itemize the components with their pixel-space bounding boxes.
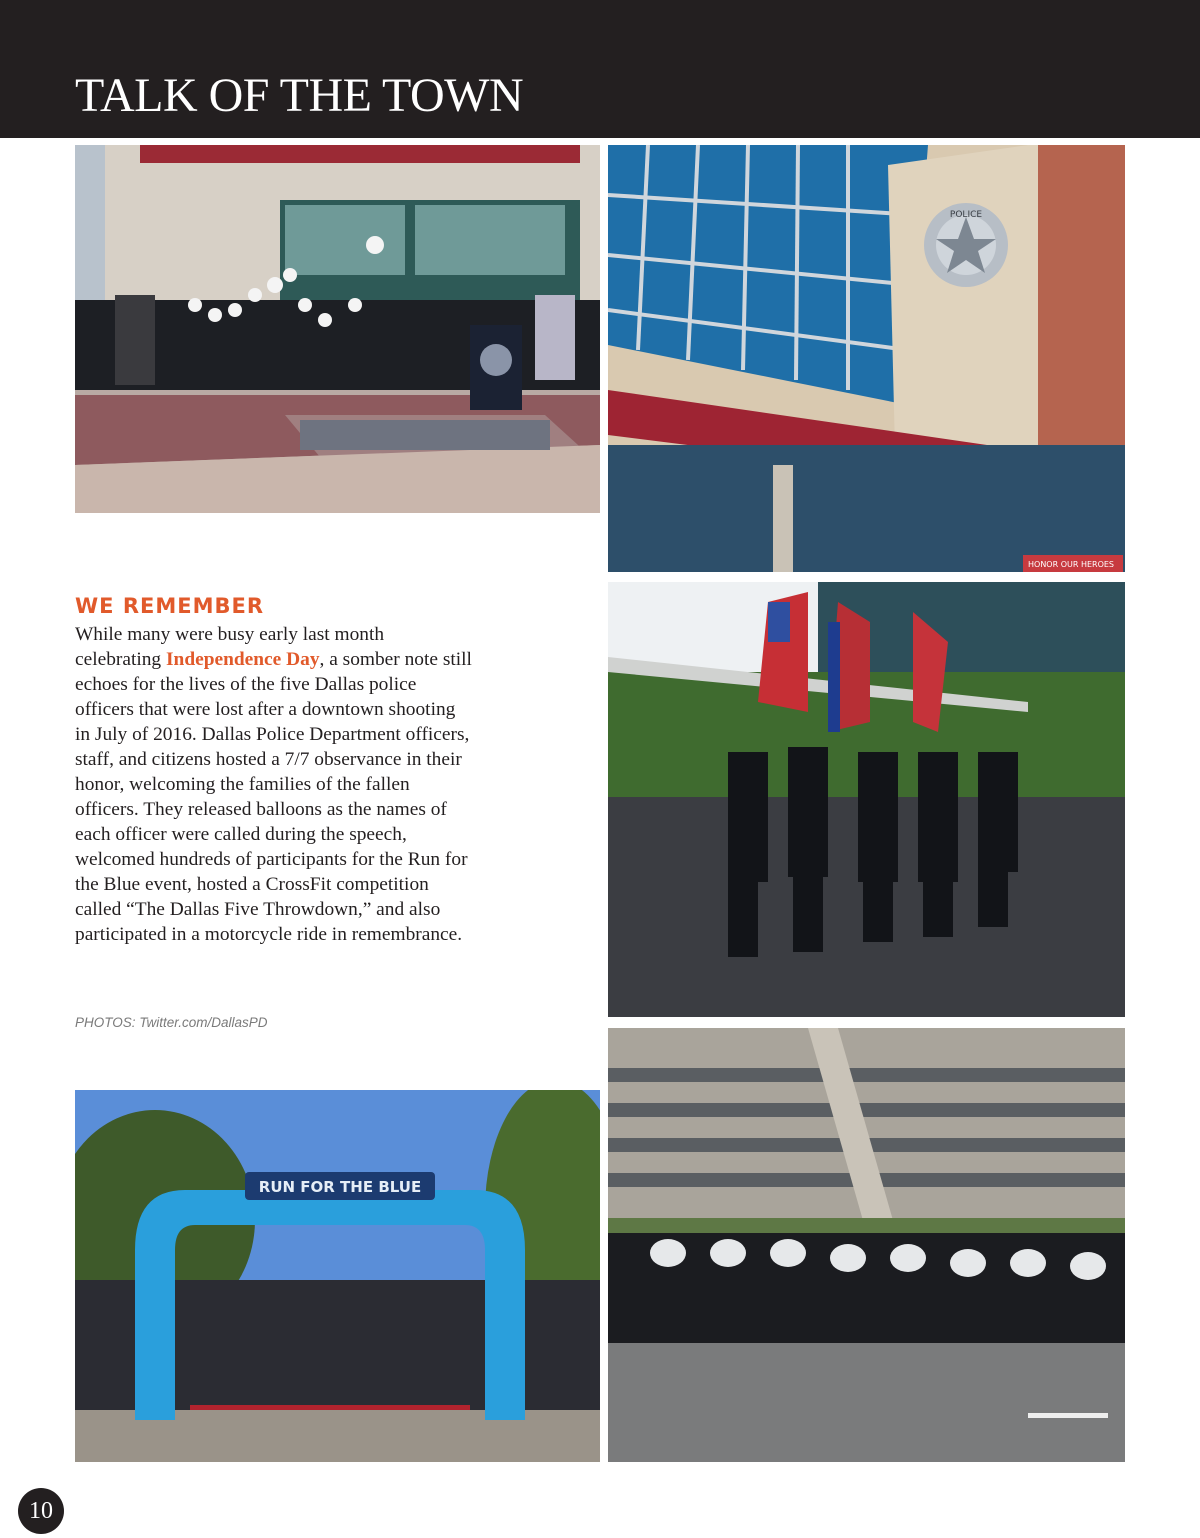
section-heading: WE REMEMBER: [75, 594, 264, 618]
arch-banner-text: RUN FOR THE BLUE: [258, 1178, 422, 1196]
article-body: [75, 622, 475, 947]
article-text-start: While many were busy early last month celebrating: [75, 624, 385, 670]
run-for-the-blue-photo: [75, 1090, 600, 1462]
independence-day-highlight: Independence Day: [165, 649, 320, 670]
ceremony-photo: [75, 145, 600, 513]
page-number: 10: [18, 1488, 64, 1534]
color-guard-photo: [608, 582, 1125, 1017]
photo-credit: PHOTOS: Twitter.com/DallasPD: [75, 1015, 268, 1030]
motorcycle-ride-photo: [608, 1028, 1125, 1462]
honor-banner-text: HONOR OUR HEROES: [1028, 560, 1115, 569]
page-title: TALK OF THE TOWN: [75, 69, 524, 122]
police-building-photo: [608, 145, 1125, 572]
article-text-end: , a somber note still echoes for the lives of the five Dallas police officers that were lost after a downtown shooting in July of 2016. Dallas Police Department officers, staff, and citizens hosted a 7/7 observance in their honor, welcoming the families of the fallen officers. They released balloons as the names of each officer were called during the speech, welcomed hundreds of participants for the Run for the Blue event, hosted a CrossFit competition called “The Dallas Five Throwdown,” and also participated in a motorcycle ride in remembrance.: [75, 649, 472, 945]
building-police-sign: POLICE: [949, 210, 983, 220]
page-header: [0, 0, 1200, 138]
